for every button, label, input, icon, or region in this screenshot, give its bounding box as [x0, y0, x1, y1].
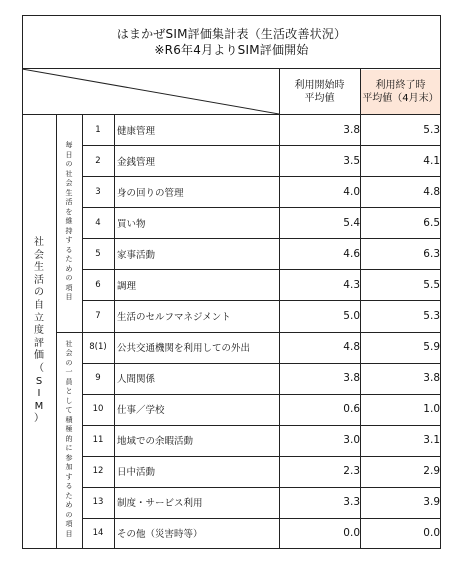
row-start-average: 4.6 — [343, 247, 360, 260]
row-end-average: 4.1 — [423, 154, 440, 167]
group-label-participation-char: め — [65, 501, 73, 510]
row-number: 2 — [95, 155, 101, 166]
group-label-participation-char: 加 — [65, 463, 73, 472]
row-number: 4 — [95, 217, 101, 228]
row-number: 9 — [95, 373, 101, 384]
row-start-average: 3.5 — [343, 154, 360, 167]
row-item-name: 生活のセルフマネジメント — [117, 311, 231, 323]
row-start-average: 4.0 — [343, 185, 360, 198]
group-label-daily-char: 項 — [65, 283, 73, 292]
sim-side-label-char: 生 — [34, 262, 44, 274]
row-item-name: 調理 — [117, 280, 137, 292]
row-end-average: 4.8 — [423, 185, 440, 198]
row-item-name: 制度・サービス利用 — [117, 498, 203, 510]
row-number: 6 — [95, 279, 101, 290]
group-label-daily-char: 会 — [65, 179, 73, 188]
sim-side-label-char: 度 — [34, 325, 44, 337]
header-start-line-1: 利用開始時 — [294, 79, 345, 91]
row-item-name: 健康管理 — [117, 125, 156, 137]
row-start-average: 3.8 — [343, 372, 360, 385]
group-label-participation-char: た — [65, 491, 73, 500]
row-end-average: 5.9 — [423, 341, 440, 354]
sim-side-label-char: （ — [34, 362, 44, 374]
row-item-name: 公共交通機関を利用しての外出 — [117, 343, 251, 355]
col-divider-start — [279, 69, 280, 549]
sim-side-label-char: 活 — [34, 274, 44, 286]
group-label-participation-char: て — [65, 406, 73, 415]
sim-side-label-char: S — [35, 375, 43, 387]
row-number: 3 — [95, 186, 101, 197]
row-number: 8(1) — [89, 342, 107, 353]
group-label-daily-char: る — [65, 245, 73, 254]
group-label-participation-char: 目 — [65, 529, 73, 538]
row-end-average: 5.3 — [423, 309, 440, 322]
header-start-average — [279, 69, 360, 114]
row-divider — [82, 269, 441, 270]
group-label-daily-char: 持 — [65, 226, 73, 235]
group-label-participation-char: の — [65, 510, 73, 519]
group-label-participation-char: 社 — [65, 339, 73, 348]
row-number: 11 — [92, 435, 104, 446]
row-item-name: 家事活動 — [117, 249, 156, 261]
sim-side-label-char: の — [34, 287, 44, 299]
group-label-daily-char: 毎 — [65, 141, 73, 150]
group-label-participation-char: に — [65, 444, 73, 453]
row-end-average: 6.3 — [423, 247, 440, 260]
group-label-participation-char: 一 — [65, 368, 73, 377]
row-item-name: 買い物 — [117, 218, 146, 230]
header-bottom-line — [22, 114, 441, 115]
group-label-daily-char: の — [65, 274, 73, 283]
title-line-2: ※R6年4月よりSIM評価開始 — [154, 42, 309, 57]
row-start-average: 4.8 — [343, 341, 360, 354]
group-label-daily — [56, 114, 82, 330]
row-item-name: 日中活動 — [117, 467, 156, 479]
row-end-average: 1.0 — [423, 403, 440, 416]
group-label-daily-char: め — [65, 264, 73, 273]
sim-side-label-char: 会 — [34, 249, 44, 261]
group-label-participation-char: し — [65, 396, 73, 405]
group-label-participation-char: 積 — [65, 415, 73, 424]
group-label-daily-char: 維 — [65, 217, 73, 226]
table-title — [22, 15, 441, 69]
row-end-average: 3.1 — [423, 434, 440, 447]
row-end-average: 3.8 — [423, 372, 440, 385]
row-divider — [82, 456, 441, 457]
row-end-average: 5.5 — [423, 278, 440, 291]
group-label-daily-char: 生 — [65, 188, 73, 197]
row-start-average: 5.0 — [343, 309, 360, 322]
sim-side-label-char: 価 — [34, 350, 44, 362]
group-label-daily-char: の — [65, 160, 73, 169]
row-start-average: 3.8 — [343, 123, 360, 136]
row-start-average: 2.3 — [343, 465, 360, 478]
row-number: 1 — [95, 124, 101, 135]
col-divider-side — [56, 114, 57, 549]
row-divider — [82, 363, 441, 364]
row-start-average: 5.4 — [343, 216, 360, 229]
row-start-average: 3.3 — [343, 496, 360, 509]
sim-side-label-char: M — [34, 400, 44, 412]
row-item-name: 仕事／学校 — [117, 405, 165, 417]
group-label-participation-char: る — [65, 482, 73, 491]
row-number: 7 — [95, 310, 101, 321]
row-number: 5 — [95, 248, 101, 259]
group-label-participation-char: の — [65, 358, 73, 367]
row-start-average: 3.0 — [343, 434, 360, 447]
row-end-average: 2.9 — [423, 465, 440, 478]
sim-side-label-char: 評 — [34, 337, 44, 349]
group-label-participation-char: と — [65, 387, 73, 396]
group-label-daily-char: 日 — [65, 150, 73, 159]
row-divider — [82, 207, 441, 208]
row-end-average: 5.3 — [423, 123, 440, 136]
header-start-line-2: 平均値 — [304, 92, 335, 104]
group-label-participation-char: 参 — [65, 453, 73, 462]
row-item-name: 金銭管理 — [117, 156, 156, 168]
col-divider-end — [360, 69, 361, 549]
title-line-1: はまかぜSIM評価集計表（生活改善状況） — [116, 26, 347, 41]
row-divider — [82, 425, 441, 426]
group-label-participation-char: 員 — [65, 377, 73, 386]
group-label-participation-char: す — [65, 472, 73, 481]
group-label-daily-char: 活 — [65, 198, 73, 207]
group-label-participation — [56, 330, 82, 549]
group-label-participation-char: 会 — [65, 349, 73, 358]
row-start-average: 4.3 — [343, 278, 360, 291]
col-divider-number — [114, 114, 115, 549]
row-number: 14 — [92, 528, 104, 539]
row-divider — [82, 487, 441, 488]
row-divider — [82, 518, 441, 519]
header-end-average — [361, 70, 440, 114]
sim-side-label-char: 自 — [34, 300, 44, 312]
sim-side-label-char: ） — [34, 413, 44, 425]
row-start-average: 0.0 — [343, 527, 360, 540]
group-label-daily-char: 社 — [65, 169, 73, 178]
group-label-daily-char: を — [65, 207, 73, 216]
header-end-line-1: 利用終了時 — [375, 80, 426, 91]
sim-side-label — [22, 114, 56, 549]
row-divider — [82, 300, 441, 301]
row-divider — [82, 176, 441, 177]
row-divider — [82, 145, 441, 146]
header-end-line-2: 平均値（4月末） — [362, 93, 439, 104]
group-label-daily-char: 目 — [65, 293, 73, 302]
group-label-daily-char: す — [65, 236, 73, 245]
row-divider — [82, 238, 441, 239]
row-item-name: 人間関係 — [117, 374, 156, 386]
sim-side-label-char: 立 — [34, 312, 44, 324]
sim-side-label-char: I — [37, 388, 41, 400]
row-start-average: 0.6 — [343, 403, 360, 416]
row-end-average: 6.5 — [423, 216, 440, 229]
row-item-name: 身の回りの管理 — [117, 187, 184, 199]
group-label-daily-char: た — [65, 255, 73, 264]
col-divider-group — [82, 114, 83, 549]
row-end-average: 3.9 — [423, 496, 440, 509]
row-number: 12 — [92, 466, 104, 477]
row-end-average: 0.0 — [423, 527, 440, 540]
row-divider — [82, 394, 441, 395]
group-label-participation-char: 極 — [65, 425, 73, 434]
header-diagonal — [22, 69, 279, 114]
row-item-name: 地域での余暇活動 — [117, 436, 194, 448]
sim-side-label-char: 社 — [34, 237, 44, 249]
row-number: 13 — [92, 497, 104, 508]
row-item-name: その他（災害時等） — [117, 529, 203, 541]
group-label-participation-char: 項 — [65, 520, 73, 529]
group-label-participation-char: 的 — [65, 434, 73, 443]
row-number: 10 — [92, 404, 104, 415]
